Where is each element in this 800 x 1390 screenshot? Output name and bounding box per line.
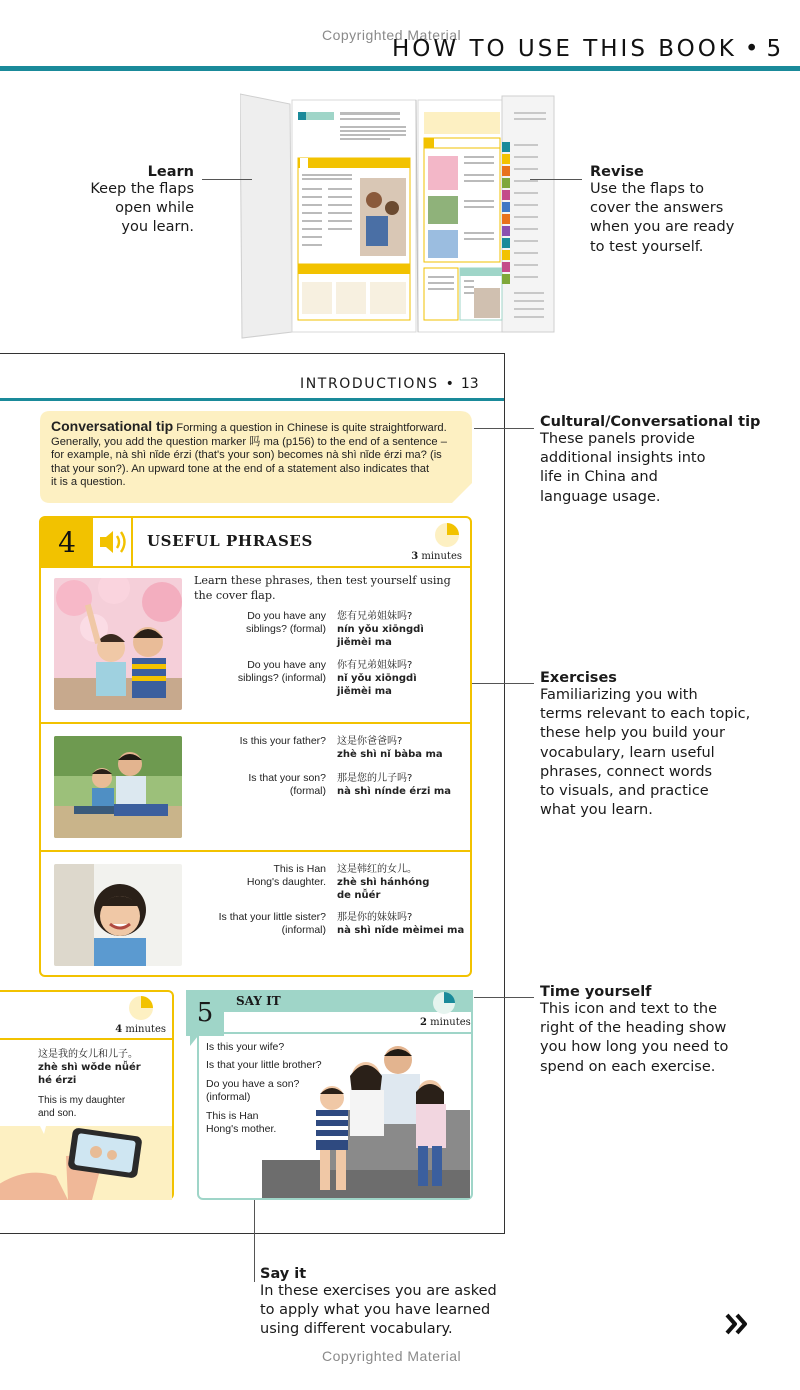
timer-icon (128, 995, 154, 1021)
double-chevron-icon[interactable] (724, 1312, 750, 1336)
cultural-line: life in China and (540, 469, 658, 486)
phrase-en-line: This is my daughter (38, 1095, 126, 1106)
learn-title: Learn (147, 164, 194, 180)
phrase-zh (38, 1048, 168, 1087)
phrase-en-line: siblings? (informal) (237, 672, 326, 684)
sayit-line: to apply what you have learned (260, 1302, 491, 1319)
cultural-line: additional insights into (540, 450, 706, 467)
duration-unit: minutes (125, 1024, 166, 1035)
page-header (392, 36, 781, 62)
exercises-line: vocabulary, learn useful (540, 744, 715, 761)
phrase-pinyin: zhè shì wǒde nǚér (38, 1062, 141, 1073)
phrase-en (191, 911, 326, 937)
phrase-pinyin: jiěmèi ma (337, 686, 392, 697)
phrase-pinyin: zhè shì hánhóng (337, 877, 430, 888)
phrase-en (191, 772, 326, 798)
phrase-en-line: and son. (38, 1108, 77, 1119)
duration-number: 3 (411, 551, 419, 562)
phrase-en-line: (formal) (289, 785, 326, 797)
sayit-leader-line (254, 1200, 255, 1282)
sayit-line: using different vocabulary. (260, 1321, 453, 1338)
phrase-zh (337, 610, 465, 649)
exercises-line: these help you build your (540, 725, 725, 742)
instruction-line: Learn these phrases, then test yourself using (194, 574, 451, 587)
revise-line: when you are ready (590, 219, 735, 236)
say-it-prompt: Hong's mother. (206, 1123, 277, 1136)
phrase-pinyin: hé érzi (38, 1075, 77, 1086)
conversational-tip-panel (40, 411, 472, 503)
phrase-en (191, 735, 326, 748)
say-it-prompt: Is this your wife? (206, 1041, 285, 1053)
say-it-exercise (186, 990, 473, 1200)
father-son-photo (54, 736, 182, 838)
phrase-zh (337, 772, 469, 798)
phrase-zh (337, 863, 469, 902)
cultural-line: language usage. (540, 488, 661, 505)
tip-line: for example, nà shì nǐde érzi (that's your son) becomes nà shì nǐde érzi ma? (is (51, 449, 442, 462)
say-it-prompt: (informal) (206, 1091, 251, 1104)
instruction-line: the cover flap. (194, 589, 276, 602)
useful-phrases-exercise (39, 516, 472, 977)
cultural-annotation (540, 414, 780, 507)
duration-number: 2 (420, 1017, 427, 1028)
phrase-hanzi: 那是你的妹妹吗? (337, 912, 413, 923)
sayit-title: Say it (260, 1266, 307, 1282)
say-it-prompt: This is Han (206, 1109, 259, 1122)
say-it-prompt: Do you have a son? (206, 1077, 300, 1090)
timer-icon (432, 991, 456, 1015)
speaker-icon (93, 518, 133, 566)
phrase-en-line: Do you have any (247, 610, 326, 622)
exercises-line: terms relevant to each topic, (540, 706, 751, 723)
exercise-duration (420, 1017, 471, 1028)
say-it-annotation (260, 1266, 530, 1340)
time-line: you how long you need to (540, 1039, 729, 1056)
exercises-title: Exercises (540, 670, 617, 686)
phrase-en-line: Is this your father? (239, 735, 326, 747)
phrase-zh (337, 735, 469, 761)
exercise-header-rule (197, 1032, 473, 1034)
sample-page-number: 13 (460, 376, 479, 392)
exercises-leader-line (472, 683, 534, 684)
revise-title: Revise (590, 164, 644, 180)
phrase-en (38, 1094, 168, 1120)
tip-line: it is a question. (51, 476, 126, 489)
phrase-pinyin: jiěmèi ma (337, 637, 392, 648)
tip-title: Conversational tip (51, 418, 174, 434)
duration-unit: minutes (421, 551, 462, 562)
phrase-en-line: Hong's daughter. (246, 876, 326, 888)
time-leader-line (474, 997, 534, 998)
siblings-photo (54, 578, 182, 710)
exercises-line: phrases, connect words (540, 763, 713, 780)
phrase-pinyin: de nǚér (337, 890, 381, 901)
tip-line: Forming a question in Chinese is quite straightforward. (173, 422, 447, 434)
learn-leader-line (202, 179, 252, 180)
row-divider (41, 850, 470, 852)
time-line: right of the heading show (540, 1020, 727, 1037)
tip-line: that your son?). An upward tone at the end of a statement also indicates that (51, 462, 430, 475)
learn-line: open while (115, 200, 194, 217)
phrase-pinyin: nín yǒu xiōngdì (337, 624, 424, 635)
learn-line: you learn. (121, 219, 194, 236)
time-line: This icon and text to the (540, 1001, 717, 1017)
revise-leader-line (530, 179, 582, 180)
duration-unit: minutes (430, 1017, 471, 1028)
sample-page-bullet: • (445, 376, 454, 392)
phone-illustration (0, 1126, 172, 1200)
phrase-en-line: Do you have any (247, 659, 326, 671)
phrase-zh (337, 911, 469, 937)
exercise-header-rule (0, 1038, 172, 1040)
phrase-en (191, 659, 326, 685)
phrase-en-line: Is that your son? (248, 772, 326, 784)
phrase-en (191, 610, 326, 636)
exercises-line: to visuals, and practice (540, 783, 709, 800)
sample-page-rule (0, 398, 504, 401)
exercise-title: SAY IT (236, 994, 281, 1008)
tip-line: Generally, you add the question marker 吗 ma (p156) to the end of a sentence – (51, 435, 447, 448)
girl-photo (54, 864, 182, 966)
revise-line: cover the answers (590, 200, 724, 217)
exercise-instructions (194, 573, 451, 603)
exercise-header-rule (41, 566, 470, 568)
exercise-number: 5 (196, 998, 214, 1028)
revise-annotation (590, 164, 780, 257)
sample-page-title: INTRODUCTIONS (300, 376, 439, 392)
tip-leader-line (474, 428, 534, 429)
revise-line: Use the flaps to (590, 181, 705, 197)
phrase-en (191, 863, 326, 889)
phrase-en-line: (informal) (281, 924, 326, 936)
cultural-line: These panels provide (540, 431, 695, 447)
page-number: 5 (766, 36, 782, 62)
phrase-hanzi: 这是韩红的女儿。 (337, 864, 417, 875)
exercises-annotation (540, 670, 790, 820)
sample-page-header (300, 376, 479, 392)
phrase-pinyin: zhè shì nǐ bàba ma (337, 749, 443, 760)
phrase-hanzi: 你有兄弟姐妹吗? (337, 660, 413, 671)
cultural-title: Cultural/Conversational tip (540, 414, 761, 430)
phrase-en-line: This is Han (273, 863, 326, 875)
book-spread-illustration (240, 92, 556, 340)
say-it-number-box (186, 990, 224, 1036)
phrase-zh (337, 659, 465, 698)
partial-exercise (0, 990, 174, 1200)
header-rule (0, 66, 800, 71)
say-it-prompt: Is that your little brother? (206, 1059, 322, 1072)
exercise-number: 4 (41, 518, 93, 566)
time-line: spend on each exercise. (540, 1058, 716, 1075)
say-it-prompts (206, 1041, 322, 1136)
learn-line: Keep the flaps (90, 181, 194, 197)
timer-icon (434, 522, 460, 548)
phrase-hanzi: 这是我的女儿和儿子。 (38, 1049, 138, 1060)
watermark-top: Copyrighted Material (322, 27, 462, 43)
phrase-en-line: Is that your little sister? (218, 911, 326, 923)
exercises-line: what you learn. (540, 802, 653, 819)
sayit-line: In these exercises you are asked (260, 1283, 497, 1299)
phrase-pinyin: nà shì nǐde mèimei ma (337, 925, 465, 936)
page-title: HOW TO USE THIS BOOK (392, 36, 737, 62)
phrase-hanzi: 那是您的儿子吗? (337, 773, 413, 784)
header-bullet: • (744, 36, 759, 62)
row-divider (41, 722, 470, 724)
phrase-en-line: siblings? (formal) (246, 623, 326, 635)
phrase-hanzi: 这是你爸爸吗? (337, 736, 403, 747)
exercises-line: Familiarizing you with (540, 687, 698, 703)
watermark-bottom: Copyrighted Material (322, 1348, 462, 1364)
time-yourself-annotation (540, 984, 780, 1077)
exercise-duration (411, 551, 462, 562)
phrase-pinyin: nà shì nínde érzi ma (337, 786, 452, 797)
duration-number: 4 (115, 1024, 123, 1035)
phrase-pinyin: nǐ yǒu xiōngdì (337, 673, 417, 684)
exercise-duration (115, 1024, 166, 1035)
time-title: Time yourself (540, 984, 652, 1000)
revise-line: to test yourself. (590, 238, 704, 255)
phrase-hanzi: 您有兄弟姐妹吗? (337, 611, 413, 622)
exercise-title: USEFUL PHRASES (147, 532, 313, 550)
learn-annotation (60, 164, 194, 238)
